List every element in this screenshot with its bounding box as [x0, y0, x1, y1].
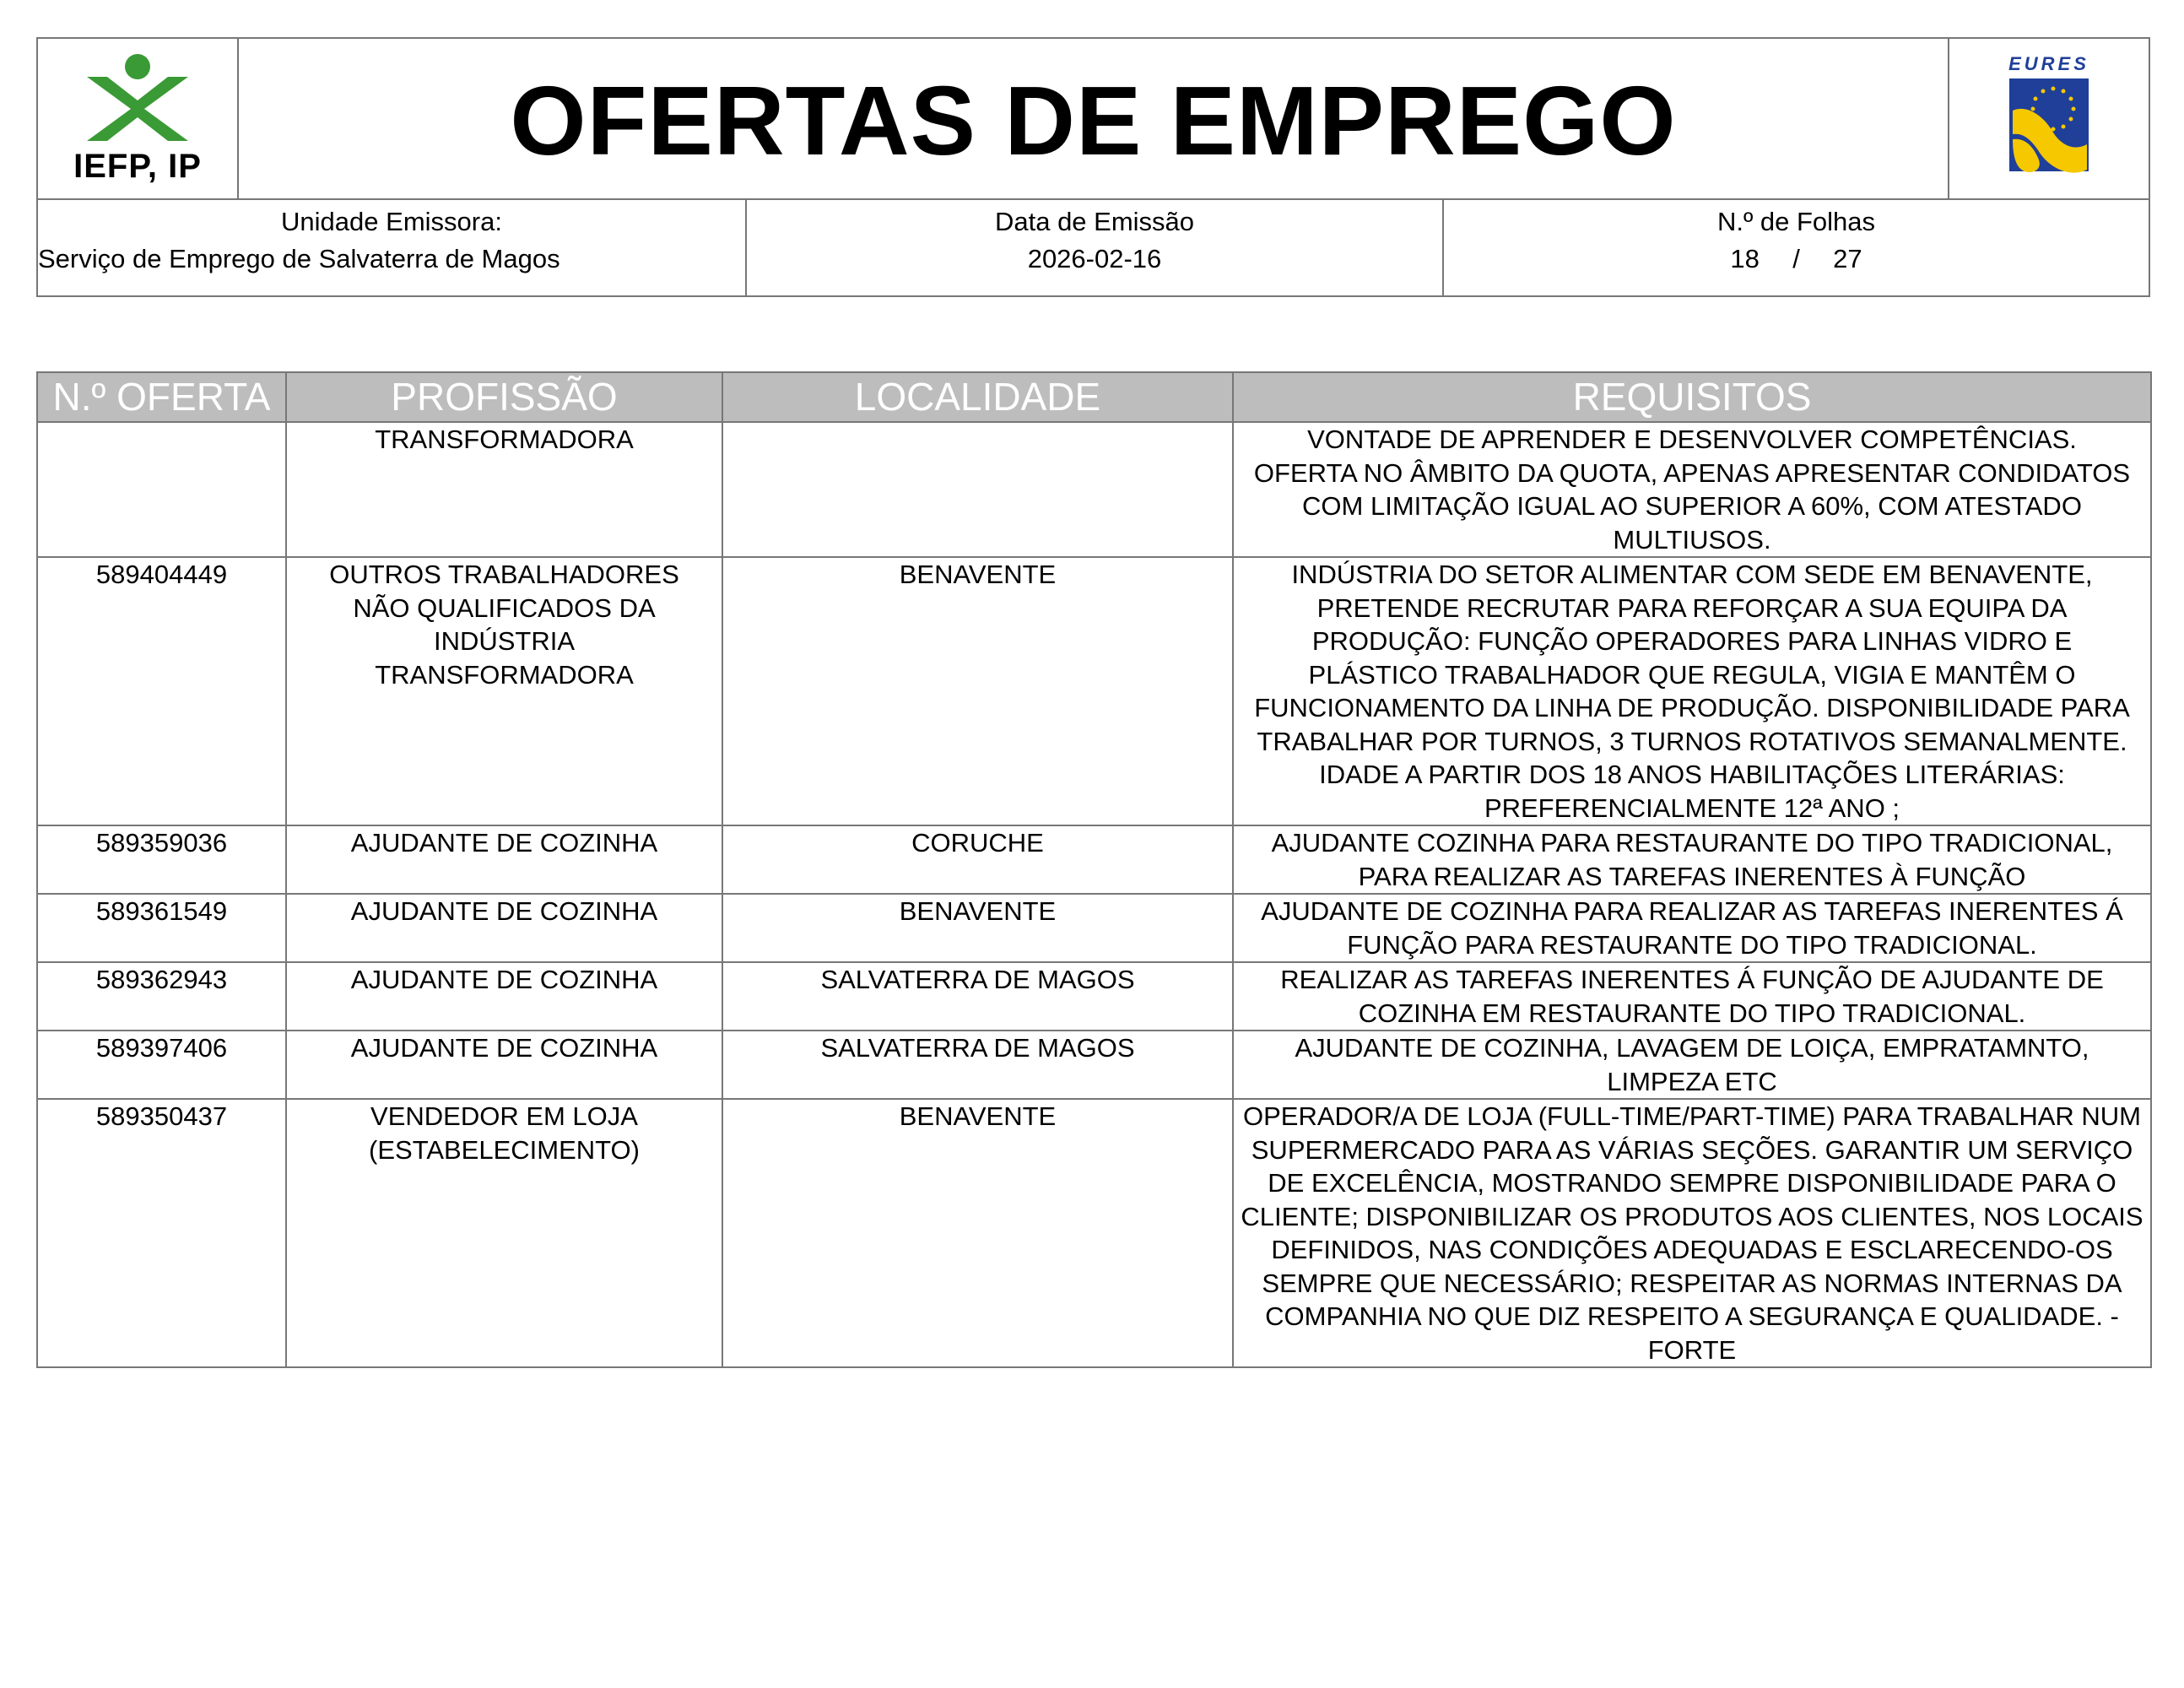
cell-oferta: 589359036 [37, 825, 286, 894]
cell-requisitos: OPERADOR/A DE LOJA (FULL-TIME/PART-TIME) PARA TRABALHAR NUM SUPERMERCADO PARA AS VÁRIAS SEÇÕES. GARANTIR UM SERVIÇO DE EXCELÊNCIA, MOSTRANDO SEMPRE DISPONIBILIDADE PARA O CLIENTE; DISPONIBILIZAR OS PRODUTOS AOS CLIENTES, NOS LOCAIS DEFINIDOS, NAS CONDIÇÕES ADEQUADAS E ESCLARECENDO-OS SEMPRE QUE NECESSÁRIO; RESPEITAR AS NORMAS INTERNAS DA COMPANHIA NO QUE DIZ RESPEITO A SEGURANÇA E QUALIDADE. -FORTE [1233, 1099, 2151, 1367]
title-cell [239, 39, 1948, 198]
unidade-emissora [38, 200, 747, 295]
unidade-label: Unidade Emissora: [281, 207, 502, 236]
table-row [37, 422, 2151, 557]
eures-logo [1948, 39, 2149, 198]
cell-profissao: VENDEDOR EM LOJA (ESTABELECIMENTO) [286, 1099, 722, 1367]
header-profissao: PROFISSÃO [286, 372, 722, 422]
cell-oferta: 589350437 [37, 1099, 286, 1367]
cell-oferta: 589397406 [37, 1031, 286, 1099]
cell-profissao: OUTROS TRABALHADORES NÃO QUALIFICADOS DA INDÚSTRIA TRANSFORMADORA [286, 557, 722, 825]
iefp-logo [38, 39, 239, 198]
page-title: OFERTAS DE EMPREGO [510, 65, 1677, 176]
data-emissao [747, 200, 1444, 295]
cell-localidade: SALVATERRA DE MAGOS [722, 1031, 1233, 1099]
table-row [37, 894, 2151, 962]
cell-requisitos: INDÚSTRIA DO SETOR ALIMENTAR COM SEDE EM BENAVENTE, PRETENDE RECRUTAR PARA REFORÇAR A SUA EQUIPA DA PRODUÇÃO: FUNÇÃO OPERADORES PARA LINHAS VIDRO E PLÁSTICO TRABALHADOR QUE REGULA, VIGIA E MANTÊM O FUNCIONAMENTO DA LINHA DE PRODUÇÃO. DISPONIBILIDADE PARA TRABALHAR POR TURNOS, 3 TURNOS ROTATIVOS SEMANALMENTE. IDADE A PARTIR DOS 18 ANOS HABILITAÇÕES LITERÁRIAS: PREFERENCIALMENTE 12ª ANO ; [1233, 557, 2151, 825]
svg-text:EURES: EURES [2008, 52, 2089, 74]
numero-folhas [1444, 200, 2149, 295]
offers-table [36, 371, 2152, 1368]
cell-requisitos: AJUDANTE DE COZINHA PARA REALIZAR AS TAREFAS INERENTES Á FUNÇÃO PARA RESTAURANTE DO TIPO TRADICIONAL. [1233, 894, 2151, 962]
cell-profissao: AJUDANTE DE COZINHA [286, 894, 722, 962]
table-row [37, 1099, 2151, 1367]
cell-oferta: 589361549 [37, 894, 286, 962]
data-value: 2026-02-16 [1027, 244, 1162, 273]
header-info [36, 198, 2150, 297]
cell-requisitos: REALIZAR AS TAREFAS INERENTES Á FUNÇÃO DE AJUDANTE DE COZINHA EM RESTAURANTE DO TIPO TRADICIONAL. [1233, 962, 2151, 1031]
cell-requisitos: AJUDANTE COZINHA PARA RESTAURANTE DO TIPO TRADICIONAL, PARA REALIZAR AS TAREFAS INERENTES À FUNÇÃO [1233, 825, 2151, 894]
table-row [37, 1031, 2151, 1099]
table-row [37, 962, 2151, 1031]
cell-profissao: AJUDANTE DE COZINHA [286, 825, 722, 894]
iefp-logo-text: IEFP, IP [73, 148, 202, 185]
folhas-value [1444, 241, 2149, 278]
cell-profissao: TRANSFORMADORA [286, 422, 722, 557]
header-requisitos: REQUISITOS [1233, 372, 2151, 422]
cell-localidade: CORUCHE [722, 825, 1233, 894]
cell-oferta [37, 422, 286, 557]
unidade-value: Serviço de Emprego de Salvaterra de Magos [38, 244, 560, 273]
iefp-emblem-icon [78, 51, 197, 144]
document-page [36, 37, 2150, 1368]
cell-profissao: AJUDANTE DE COZINHA [286, 1031, 722, 1099]
cell-localidade: BENAVENTE [722, 894, 1233, 962]
cell-localidade [722, 422, 1233, 557]
cell-localidade: BENAVENTE [722, 1099, 1233, 1367]
folhas-current: 18 [1730, 244, 1760, 273]
folhas-label: N.º de Folhas [1716, 207, 1876, 236]
cell-localidade: SALVATERRA DE MAGOS [722, 962, 1233, 1031]
header-oferta: N.º OFERTA [37, 372, 286, 422]
cell-localidade: BENAVENTE [722, 557, 1233, 825]
folhas-total: 27 [1833, 244, 1862, 273]
cell-oferta: 589362943 [37, 962, 286, 1031]
cell-requisitos: AJUDANTE DE COZINHA, LAVAGEM DE LOIÇA, EMPRATAMNTO, LIMPEZA ETC [1233, 1031, 2151, 1099]
table-row [37, 825, 2151, 894]
header-banner [36, 37, 2150, 198]
cell-oferta: 589404449 [37, 557, 286, 825]
table-header-row [37, 372, 2151, 422]
cell-requisitos: VONTADE DE APRENDER E DESENVOLVER COMPETÊNCIAS. OFERTA NO ÂMBITO DA QUOTA, APENAS APRESENTAR CONDIDATOS COM LIMITAÇÃO IGUAL AO SUPERIOR A 60%, COM ATESTADO MULTIUSOS. [1233, 422, 2151, 557]
header-localidade: LOCALIDADE [722, 372, 1233, 422]
table-row [37, 557, 2151, 825]
eures-emblem-icon [1994, 51, 2104, 187]
folhas-sep: / [1792, 244, 1800, 273]
cell-profissao: AJUDANTE DE COZINHA [286, 962, 722, 1031]
data-label: Data de Emissão [994, 207, 1195, 236]
